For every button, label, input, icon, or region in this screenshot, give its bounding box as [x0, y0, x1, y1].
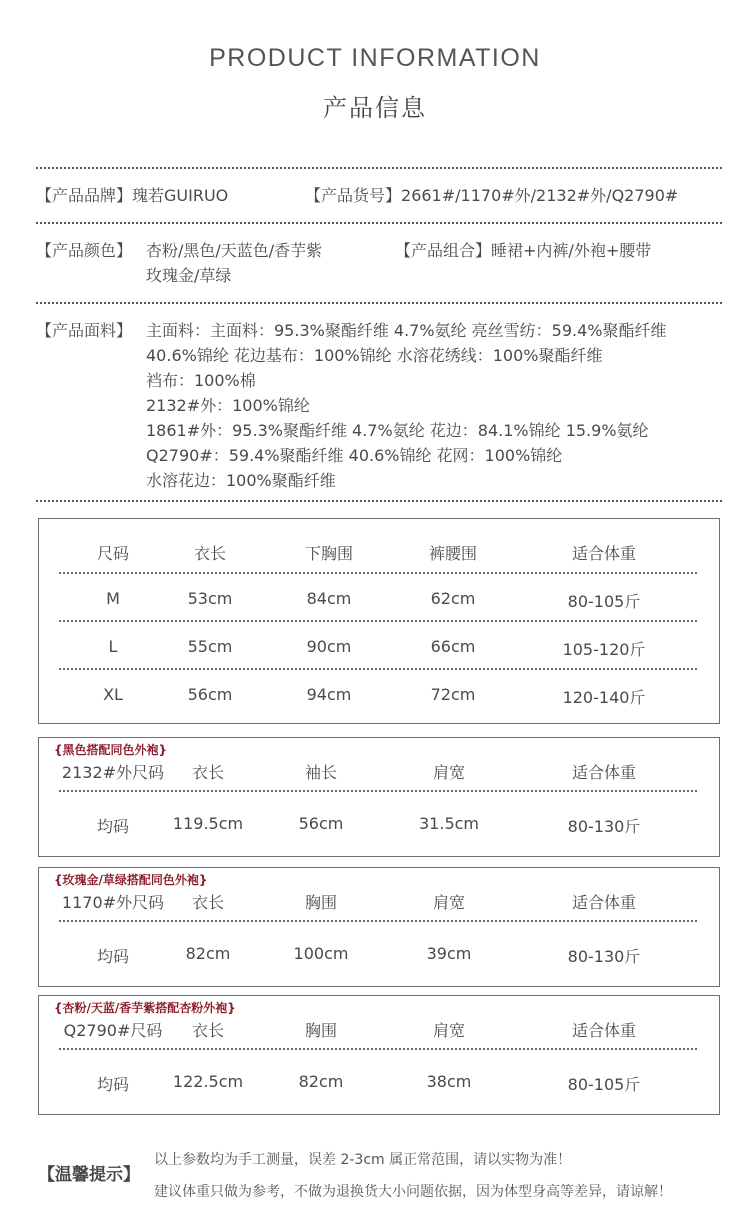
- table-header-cell: 下胸围: [304, 544, 354, 563]
- fabric-line: 水溶花边：100%聚酯纤维: [146, 471, 336, 490]
- table-header-cell: 袖长: [304, 763, 338, 782]
- combo-value: 睡裙+内裤/外袍+腰带: [491, 241, 652, 260]
- table-cell: 均码: [96, 947, 130, 966]
- combo-row: [395, 238, 651, 263]
- table-header-cell: 裤腰围: [428, 544, 478, 563]
- table-tag: {玫瑰金/草绿搭配同色外袍}: [54, 873, 208, 887]
- table-cell: 62cm: [430, 589, 476, 608]
- table-cell: 72cm: [430, 685, 476, 704]
- brand-row: [36, 183, 228, 208]
- color-line: 玫瑰金/草绿: [146, 266, 232, 285]
- row-divider: [59, 572, 697, 574]
- table-cell: 94cm: [306, 685, 352, 704]
- divider: [36, 167, 722, 169]
- table-header-cell: 胸围: [304, 893, 338, 912]
- row-divider: [59, 920, 697, 922]
- row-divider: [59, 790, 697, 792]
- table-cell: 80-130斤: [567, 817, 641, 836]
- table-header-cell: 2132#外尺码: [61, 763, 165, 782]
- table-cell: 100cm: [293, 944, 349, 963]
- table-cell: 119.5cm: [172, 814, 244, 833]
- size-table-main: [38, 518, 720, 724]
- table-cell: 31.5cm: [418, 814, 480, 833]
- table-cell: 均码: [96, 817, 130, 836]
- color-label: 【产品颜色】: [36, 241, 133, 260]
- fabric-line: 2132#外：100%锦纶: [146, 396, 310, 415]
- table-header-cell: 尺码: [96, 544, 130, 563]
- table-header-cell: 衣长: [191, 893, 225, 912]
- table-header-cell: 衣长: [191, 1021, 225, 1040]
- brand-value: 瑰若GUIRUO: [132, 186, 229, 205]
- table-header-cell: 适合体重: [571, 893, 637, 912]
- size-table-2132: [38, 737, 720, 857]
- table-header-cell: 肩宽: [432, 893, 466, 912]
- brand-label: 【产品品牌】: [36, 186, 133, 205]
- table-header-cell: 1170#外尺码: [61, 893, 165, 912]
- table-header-cell: 肩宽: [432, 1021, 466, 1040]
- table-cell: 82cm: [298, 1072, 344, 1091]
- tips-line: 以上参数均为手工测量，误差 2-3cm 属正常范围，请以实物为准！: [154, 1152, 572, 1168]
- color-line: 杏粉/黑色/天蓝色/香芋紫: [146, 241, 323, 260]
- row-divider: [59, 1048, 697, 1050]
- color-values: [146, 238, 322, 288]
- sku-value: 2661#/1170#外/2132#外/Q2790#: [401, 186, 679, 205]
- table-header-cell: Q2790#尺码: [63, 1021, 163, 1040]
- table-cell: 56cm: [187, 685, 233, 704]
- row-divider: [59, 620, 697, 622]
- page-title-english: PRODUCT INFORMATION: [209, 44, 541, 72]
- table-cell: 82cm: [185, 944, 231, 963]
- tips-line: 建议体重只做为参考，不做为退换货大小问题依据，因为体型身高等差异，请谅解！: [154, 1184, 672, 1200]
- table-cell: 80-105斤: [567, 592, 641, 611]
- fabric-line: 1861#外：95.3%聚酯纤维 4.7%氨纶 花边：84.1%锦纶 15.9%氨纶: [146, 421, 649, 440]
- table-header-cell: 适合体重: [571, 1021, 637, 1040]
- table-cell: 66cm: [430, 637, 476, 656]
- table-cell: 39cm: [426, 944, 472, 963]
- divider: [36, 222, 722, 224]
- table-tag: {黑色搭配同色外袍}: [54, 743, 168, 757]
- page-title-chinese: 产品信息: [323, 94, 427, 122]
- table-cell: 80-130斤: [567, 947, 641, 966]
- table-cell: 53cm: [187, 589, 233, 608]
- table-cell: 122.5cm: [172, 1072, 244, 1091]
- table-cell: M: [106, 589, 120, 608]
- combo-label: 【产品组合】: [395, 241, 492, 260]
- divider: [36, 500, 722, 502]
- table-cell: 120-140斤: [562, 688, 646, 707]
- table-header-cell: 适合体重: [571, 763, 637, 782]
- fabric-label: 【产品面料】: [36, 321, 133, 340]
- tips-label: 【温馨提示】: [38, 1165, 140, 1185]
- sku-row: [305, 183, 678, 208]
- table-cell: 55cm: [187, 637, 233, 656]
- table-cell: 105-120斤: [562, 640, 646, 659]
- size-table-q2790: [38, 995, 720, 1115]
- table-cell: 84cm: [306, 589, 352, 608]
- table-tag: {杏粉/天蓝/香芋紫搭配杏粉外袍}: [54, 1001, 236, 1015]
- table-cell: 90cm: [306, 637, 352, 656]
- fabric-line: 40.6%锦纶 花边基布：100%锦纶 水溶花绣线：100%聚酯纤维: [146, 346, 603, 365]
- table-header-cell: 适合体重: [571, 544, 637, 563]
- row-divider: [59, 668, 697, 670]
- fabric-line: Q2790#：59.4%聚酯纤维 40.6%锦纶 花网：100%锦纶: [146, 446, 563, 465]
- table-cell: XL: [103, 685, 123, 704]
- table-cell: 56cm: [298, 814, 344, 833]
- table-cell: 均码: [96, 1075, 130, 1094]
- table-cell: 80-105斤: [567, 1075, 641, 1094]
- table-header-cell: 肩宽: [432, 763, 466, 782]
- size-table-1170: [38, 867, 720, 987]
- fabric-line: 主面料：主面料：95.3%聚酯纤维 4.7%氨纶 亮丝雪纺：59.4%聚酯纤维: [146, 321, 667, 340]
- sku-label: 【产品货号】: [305, 186, 402, 205]
- divider: [36, 302, 722, 304]
- table-header-cell: 胸围: [304, 1021, 338, 1040]
- table-header-cell: 衣长: [193, 544, 227, 563]
- table-cell: L: [108, 637, 118, 656]
- fabric-line: 裆布：100%棉: [146, 371, 256, 390]
- table-header-cell: 衣长: [191, 763, 225, 782]
- table-cell: 38cm: [426, 1072, 472, 1091]
- fabric-values: [146, 318, 666, 493]
